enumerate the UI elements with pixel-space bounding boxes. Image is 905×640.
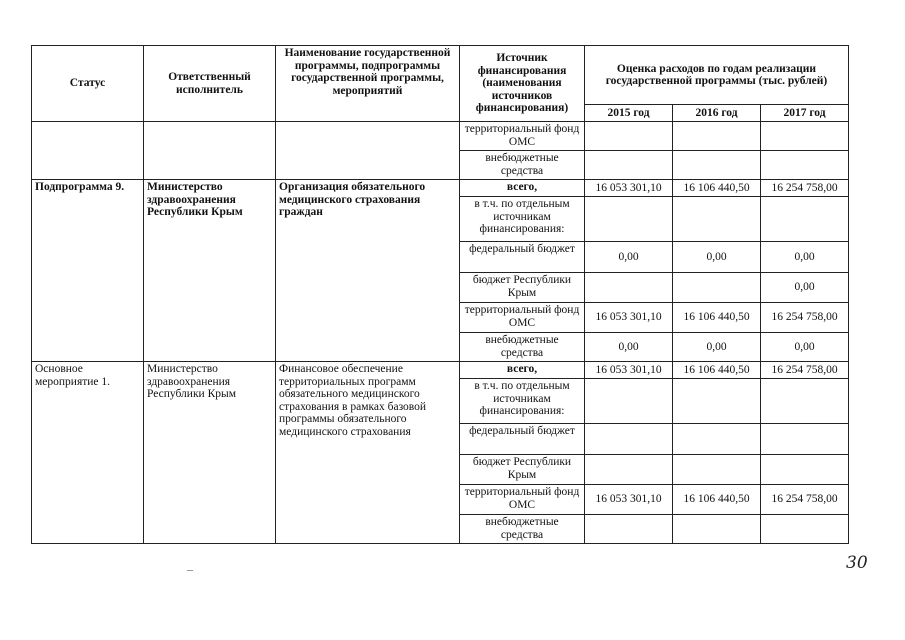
- source-cell: федеральный бюджет: [460, 242, 585, 273]
- value-2016: [673, 273, 761, 303]
- value-2016: [673, 122, 761, 151]
- value-2015: 0,00: [585, 333, 673, 362]
- table-row: [32, 122, 849, 151]
- source-cell: федеральный бюджет: [460, 424, 585, 455]
- value-2015: 16 053 301,10: [585, 180, 673, 197]
- source-cell: всего,: [460, 180, 585, 197]
- value-2017: [761, 122, 849, 151]
- source-cell: территориальный фонд ОМС: [460, 303, 585, 333]
- source-cell: всего,: [460, 362, 585, 379]
- value-2017: 16 254 758,00: [761, 303, 849, 333]
- source-cell: внебюджетные средства: [460, 151, 585, 180]
- value-2016: [673, 151, 761, 180]
- value-2016: [673, 455, 761, 485]
- header-program-name: Наименование государственной программы, подпрограммы государственной программы, мероприятий: [276, 46, 460, 122]
- header-estimate: Оценка расходов по годам реализации государственной программы (тыс. рублей): [585, 46, 849, 105]
- source-cell: бюджет Республики Крым: [460, 455, 585, 485]
- header-source: Источник финансирования (наименования источников финансирования): [460, 46, 585, 122]
- table-row: [32, 362, 849, 379]
- value-2015: [585, 197, 673, 242]
- source-cell: бюджет Республики Крым: [460, 273, 585, 303]
- value-2016: 16 106 440,50: [673, 362, 761, 379]
- value-2017: 0,00: [761, 242, 849, 273]
- page-number: 30: [846, 553, 868, 573]
- subprogram-name: Организация обязательного медицинского страхования граждан: [276, 180, 460, 362]
- value-2016: 0,00: [673, 242, 761, 273]
- value-2017: 16 254 758,00: [761, 180, 849, 197]
- scan-speck: [187, 570, 193, 571]
- value-2017: [761, 379, 849, 424]
- value-2017: 16 254 758,00: [761, 485, 849, 515]
- header-year-2017: 2017 год: [761, 105, 849, 122]
- value-2015: 16 053 301,10: [585, 303, 673, 333]
- header-status: Статус: [32, 46, 144, 122]
- empty-cell: [32, 122, 144, 180]
- measure-executor: Министерство здравоохранения Республики Крым: [144, 362, 276, 544]
- value-2015: 16 053 301,10: [585, 362, 673, 379]
- value-2016: [673, 197, 761, 242]
- value-2016: 16 106 440,50: [673, 485, 761, 515]
- source-cell: в т.ч. по отдельным источникам финансирования:: [460, 379, 585, 424]
- source-cell: территориальный фонд ОМС: [460, 122, 585, 151]
- subprogram-executor: Министерство здравоохранения Республики Крым: [144, 180, 276, 362]
- value-2015: [585, 455, 673, 485]
- value-2015: [585, 151, 673, 180]
- value-2015: [585, 424, 673, 455]
- value-2015: [585, 515, 673, 544]
- table-row: [32, 180, 849, 197]
- empty-cell: [276, 122, 460, 180]
- header-year-2015: 2015 год: [585, 105, 673, 122]
- value-2017: [761, 197, 849, 242]
- header-year-2016: 2016 год: [673, 105, 761, 122]
- value-2017: 16 254 758,00: [761, 362, 849, 379]
- value-2017: [761, 455, 849, 485]
- source-cell: внебюджетные средства: [460, 333, 585, 362]
- value-2015: [585, 273, 673, 303]
- subprogram-status: Подпрограмма 9.: [32, 180, 144, 362]
- value-2017: 0,00: [761, 273, 849, 303]
- source-cell: в т.ч. по отдельным источникам финансирования:: [460, 197, 585, 242]
- value-2016: 16 106 440,50: [673, 303, 761, 333]
- value-2017: [761, 151, 849, 180]
- value-2016: [673, 424, 761, 455]
- value-2016: [673, 379, 761, 424]
- value-2017: 0,00: [761, 333, 849, 362]
- value-2015: [585, 122, 673, 151]
- measure-name: Финансовое обеспечение территориальных программ обязательного медицинского страхования в рамках базовой программы обязательного медицинского страхования: [276, 362, 460, 544]
- value-2016: [673, 515, 761, 544]
- value-2017: [761, 515, 849, 544]
- source-cell: внебюджетные средства: [460, 515, 585, 544]
- value-2016: 16 106 440,50: [673, 180, 761, 197]
- measure-status: Основное мероприятие 1.: [32, 362, 144, 544]
- value-2016: 0,00: [673, 333, 761, 362]
- value-2017: [761, 424, 849, 455]
- source-cell: территориальный фонд ОМС: [460, 485, 585, 515]
- value-2015: 16 053 301,10: [585, 485, 673, 515]
- value-2015: [585, 379, 673, 424]
- value-2015: 0,00: [585, 242, 673, 273]
- empty-cell: [144, 122, 276, 180]
- header-executor: Ответственный исполнитель: [144, 46, 276, 122]
- budget-table: [31, 45, 849, 544]
